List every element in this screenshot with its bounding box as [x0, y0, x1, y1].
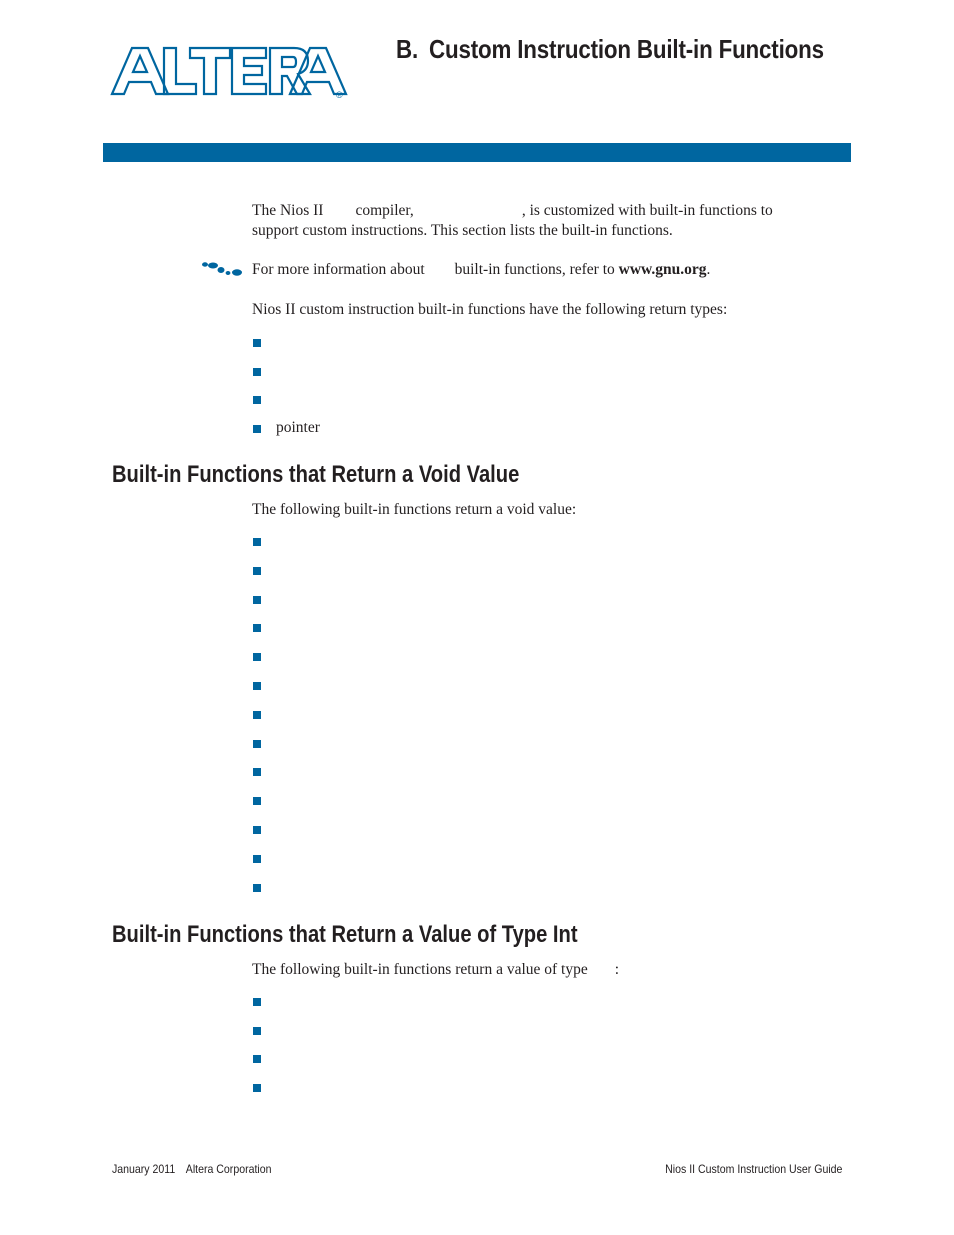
section-void-intro: The following built-in functions return a void value: — [252, 501, 577, 518]
chapter-title: B. Custom Instruction Built-in Functions — [396, 34, 824, 64]
list-bullet — [253, 682, 261, 690]
list-bullet — [253, 884, 261, 892]
footer-guide-title: Nios II Custom Instruction User Guide — [664, 1162, 842, 1176]
registered-mark: ® — [336, 90, 343, 100]
altera-logo — [110, 44, 350, 100]
intro-line1-b: compiler, — [355, 202, 414, 219]
list-bullet — [253, 1084, 261, 1092]
footer-company: Altera Corporation — [185, 1162, 272, 1176]
list-bullet — [253, 768, 261, 776]
gnu-link[interactable]: www.gnu.org — [618, 261, 707, 278]
section-heading-int: Built-in Functions that Return a Value of Type Int — [112, 921, 578, 948]
list-bullet — [253, 624, 261, 632]
return-types-intro: Nios II custom instruction built-in functions have the following return types: — [252, 301, 728, 318]
list-bullet — [253, 567, 261, 575]
list-bullet — [253, 596, 261, 604]
list-bullet — [253, 797, 261, 805]
note-text-end: . — [706, 261, 711, 278]
list-item: pointer — [276, 418, 320, 436]
list-bullet — [253, 538, 261, 546]
section-int-intro-end: : — [614, 961, 620, 978]
list-bullet — [253, 711, 261, 719]
section-int-intro — [252, 960, 832, 980]
footprints-icon — [200, 261, 244, 277]
list-bullet — [253, 1027, 261, 1035]
intro-line1-a: The Nios II — [252, 202, 324, 219]
list-bullet — [253, 425, 261, 433]
list-bullet — [253, 998, 261, 1006]
section-int-intro-a: The following built-in functions return a value of type — [252, 961, 588, 978]
list-bullet — [253, 855, 261, 863]
note-text-b: built-in functions, refer to — [454, 261, 615, 278]
list-bullet — [253, 339, 261, 347]
list-bullet — [253, 396, 261, 404]
list-bullet — [253, 368, 261, 376]
list-bullet — [253, 740, 261, 748]
list-bullet — [253, 1055, 261, 1063]
note-text-a: For more information about — [252, 261, 425, 278]
note-paragraph — [252, 260, 832, 280]
list-bullet — [253, 826, 261, 834]
intro-paragraph — [252, 201, 832, 240]
intro-line2: support custom instructions. This section lists the built-in functions. — [252, 221, 673, 239]
title-banner — [103, 143, 851, 162]
footer-left — [112, 1162, 271, 1176]
section-heading-void: Built-in Functions that Return a Void Value — [112, 461, 520, 488]
intro-line1-c: , is customized with built-in functions to — [521, 202, 773, 219]
list-bullet — [253, 653, 261, 661]
footer-date: January 2011 — [112, 1162, 176, 1176]
